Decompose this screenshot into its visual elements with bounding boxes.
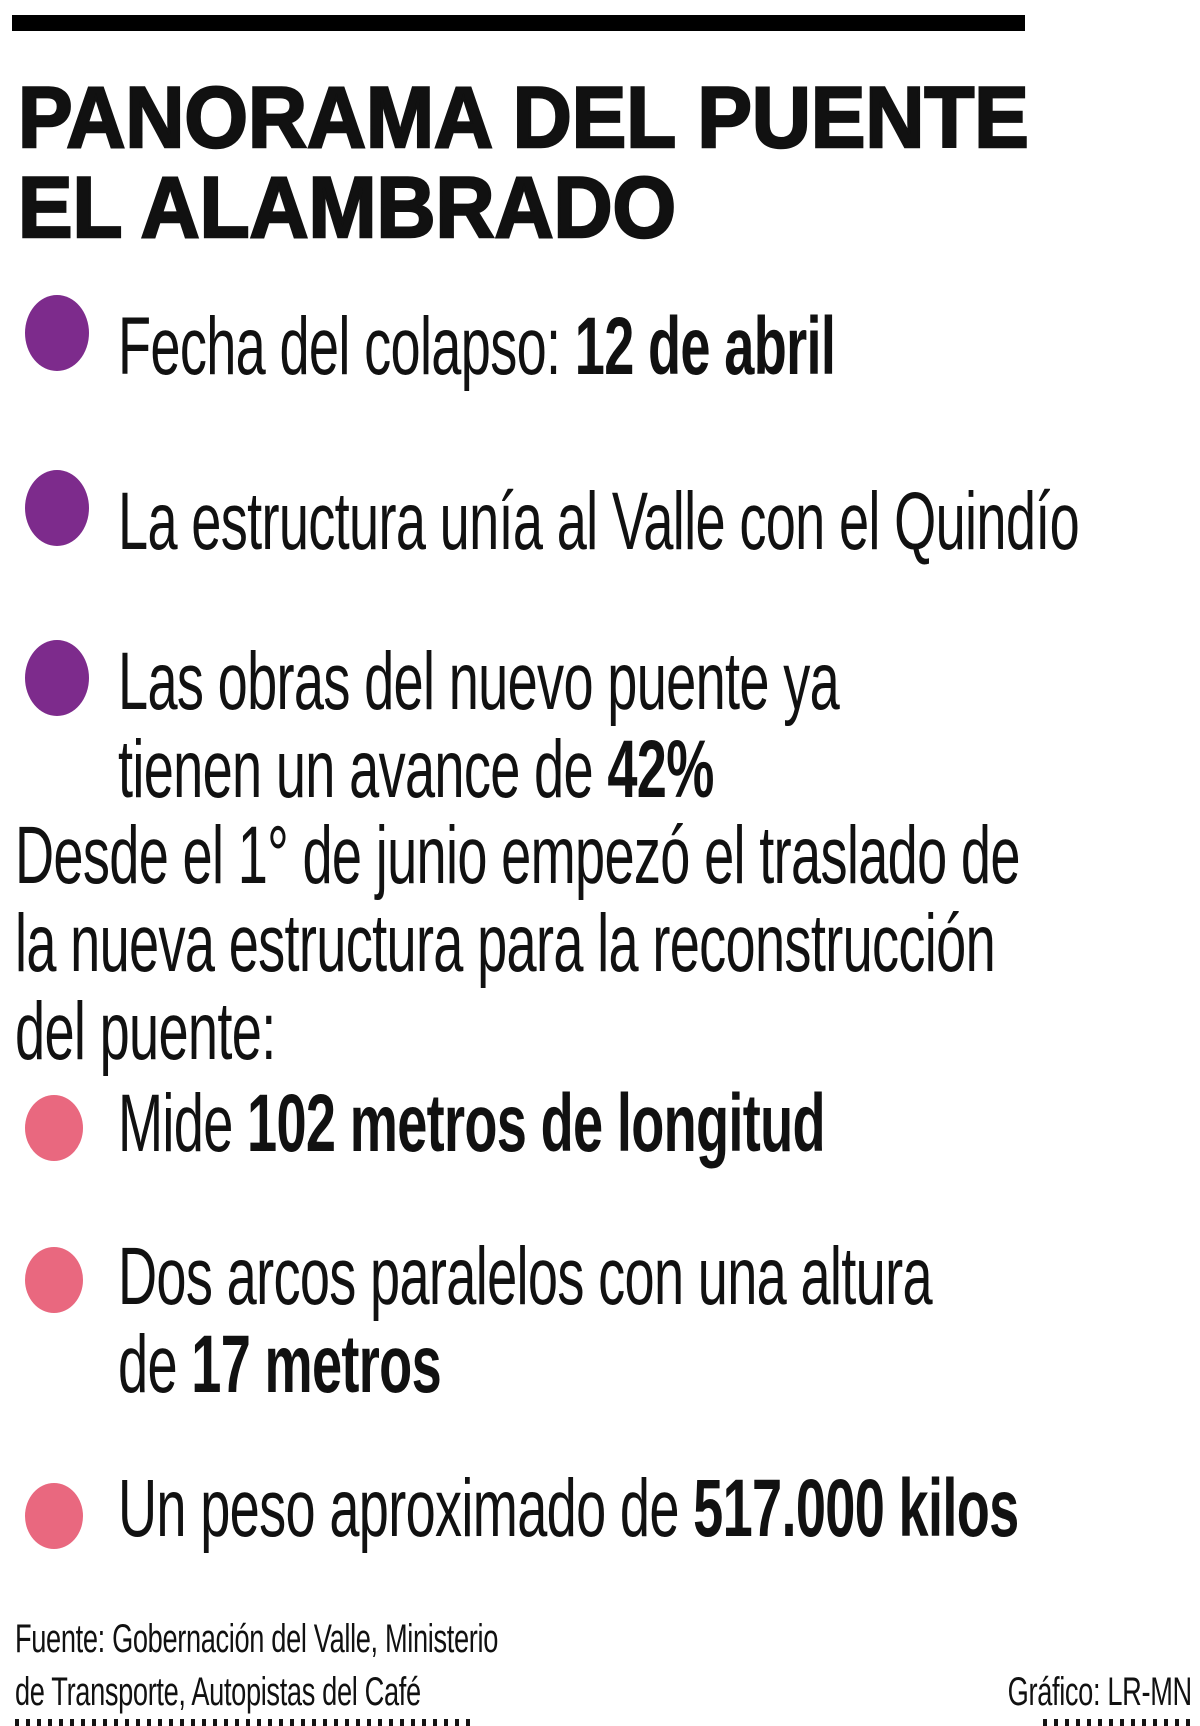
- bullet-line: [118, 1080, 825, 1168]
- top-accent-bar: [12, 15, 1025, 31]
- bullet-dot-icon: [25, 1483, 83, 1549]
- intro-paragraph: [15, 812, 1200, 1076]
- bullet-item-works-progress: [25, 638, 1200, 814]
- bullet-item-collapse-date: [25, 303, 1200, 391]
- bullet-text: [118, 303, 1200, 391]
- bullet-line: [118, 478, 1079, 566]
- bullet-text: [118, 638, 1200, 814]
- bullet-line: [118, 726, 839, 814]
- cropped-text-strip-left: [15, 1719, 475, 1726]
- page-title-line-2: EL ALAMBRADO: [18, 160, 677, 256]
- bullet-item-structure: [25, 478, 1200, 566]
- cropped-text-strip-right: [1043, 1719, 1193, 1726]
- source-credit: [15, 1613, 725, 1719]
- bullet-dot-icon: [25, 1247, 83, 1313]
- bullet-text-bold: 517.000 kilos: [693, 1463, 1019, 1554]
- bullet-text-regular: Fecha del colapso:: [118, 301, 575, 392]
- bullet-item-length: [25, 1080, 1189, 1168]
- bullet-text: [118, 1233, 1200, 1409]
- graphic-credit: [921, 1666, 1192, 1719]
- page-title-line-1: PANORAMA DEL PUENTE: [18, 70, 1029, 166]
- bullet-text-regular: de: [118, 1319, 192, 1410]
- paragraph-line: Desde el 1° de junio empezó el traslado de: [15, 810, 1020, 901]
- bullet-dot-icon: [25, 640, 89, 716]
- bullet-text-regular: Mide: [118, 1078, 248, 1169]
- bullet-item-arches: [25, 1233, 1200, 1409]
- bullet-text: [118, 1080, 1189, 1168]
- bullet-line: Dos arcos paralelos con una altura: [118, 1231, 932, 1322]
- bullet-line: [118, 1321, 932, 1409]
- page-title: [18, 70, 1082, 256]
- bullet-line: Las obras del nuevo puente ya: [118, 636, 840, 727]
- bullet-item-weight: [25, 1465, 1200, 1553]
- bullet-dot-icon: [25, 470, 89, 546]
- bullet-text-regular: La estructura unía al Valle con el Quindío: [118, 476, 1080, 567]
- bullet-text-bold: 12 de abril: [574, 301, 836, 392]
- graphic-credit-text: Gráfico: LR-MN: [1007, 1670, 1192, 1714]
- bullet-text-regular: Un peso aproximado de: [118, 1463, 694, 1554]
- bullet-text-bold: 17 metros: [191, 1319, 442, 1410]
- source-credit-line: Fuente: Gobernación del Valle, Ministerio: [15, 1617, 498, 1661]
- source-credit-line: de Transporte, Autopistas del Café: [15, 1670, 421, 1714]
- paragraph-line: la nueva estructura para la reconstrucción: [15, 898, 996, 989]
- bullet-dot-icon: [25, 295, 89, 371]
- bullet-text-regular: tienen un avance de: [118, 724, 608, 815]
- bullet-dot-icon: [25, 1095, 83, 1161]
- bullet-text-bold: 102 metros de longitud: [247, 1078, 825, 1169]
- bullet-text: [118, 1465, 1200, 1553]
- bullet-text: [118, 478, 1200, 566]
- bullet-line: [118, 1465, 1019, 1553]
- bullet-line: [118, 303, 835, 391]
- paragraph-line: del puente:: [15, 986, 276, 1077]
- bullet-text-bold: 42%: [607, 724, 714, 815]
